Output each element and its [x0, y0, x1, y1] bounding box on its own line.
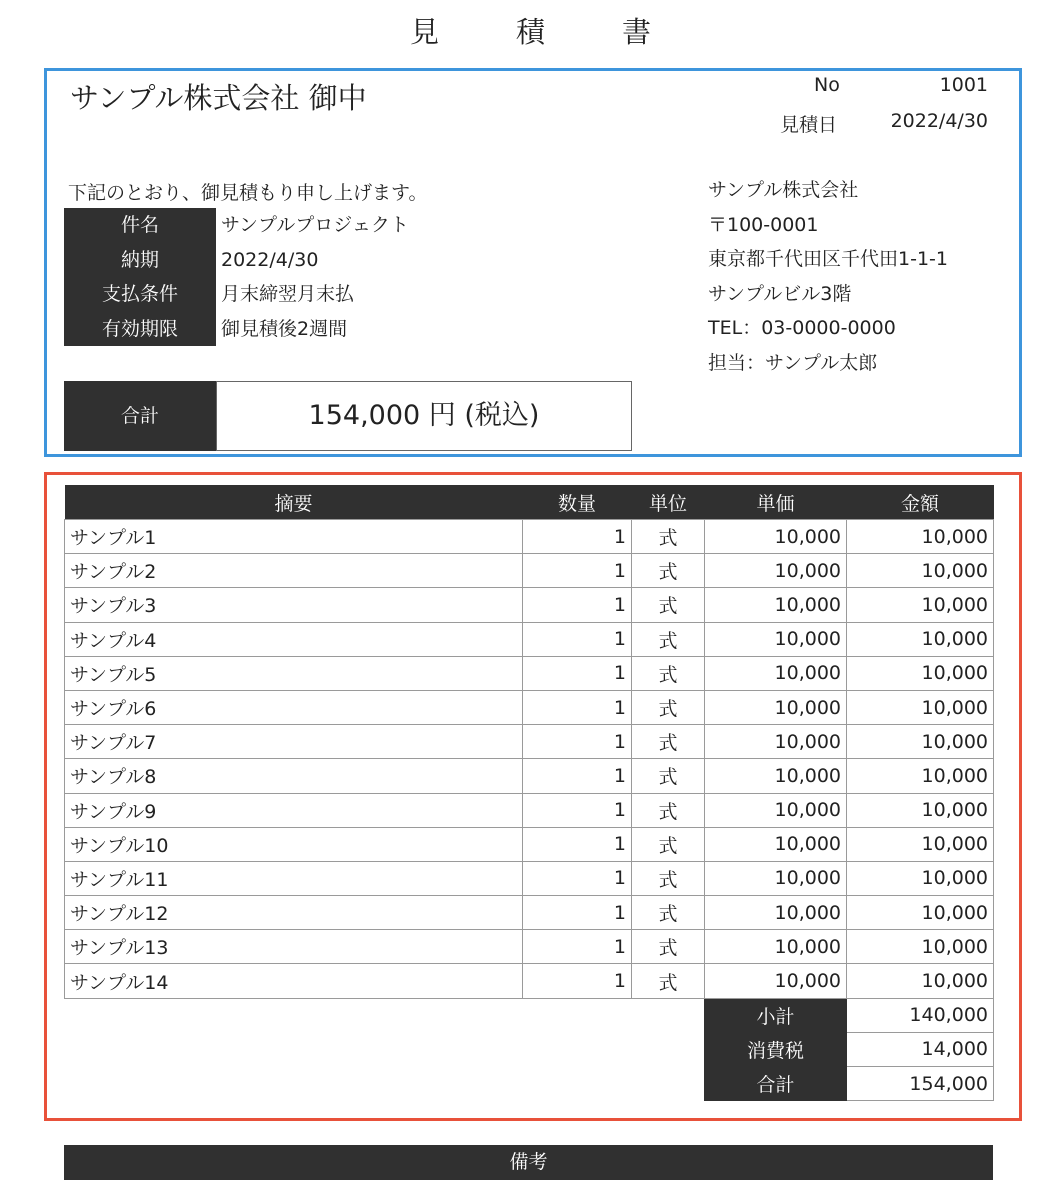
cell-description: サンプル12: [65, 896, 523, 930]
details-block: [64, 208, 409, 346]
detail-value-payment: 月末締翌月末払: [221, 283, 355, 305]
summary-value: 140,000: [847, 998, 994, 1032]
issuer-address: 東京都千代田区千代田1-1-1: [708, 248, 948, 270]
table-row: [65, 554, 994, 588]
cell-quantity: 1: [523, 520, 632, 554]
cell-unit-price: 10,000: [705, 861, 847, 895]
table-row: [65, 759, 994, 793]
detail-value-delivery: 2022/4/30: [221, 248, 319, 271]
cell-amount: 10,000: [847, 930, 994, 964]
cell-unit-price: 10,000: [705, 793, 847, 827]
issuer-company: サンプル株式会社: [708, 179, 859, 201]
table-row: [65, 793, 994, 827]
cell-description: サンプル9: [65, 793, 523, 827]
summary-value: 14,000: [847, 1032, 994, 1066]
cell-amount: 10,000: [847, 896, 994, 930]
summary-spacer: [65, 998, 705, 1032]
table-row: [65, 896, 994, 930]
cell-quantity: 1: [523, 690, 632, 724]
cell-quantity: 1: [523, 861, 632, 895]
cell-unit-price: 10,000: [705, 520, 847, 554]
cell-unit: 式: [632, 725, 705, 759]
cell-amount: 10,000: [847, 588, 994, 622]
table-row: [65, 622, 994, 656]
cell-unit: 式: [632, 964, 705, 998]
summary-spacer: [65, 1032, 705, 1066]
remarks-header: 備考: [64, 1145, 993, 1180]
cell-quantity: 1: [523, 896, 632, 930]
summary-label: 小計: [705, 998, 847, 1032]
cell-amount: 10,000: [847, 520, 994, 554]
cell-description: サンプル10: [65, 827, 523, 861]
cell-unit: 式: [632, 656, 705, 690]
cell-quantity: 1: [523, 656, 632, 690]
cell-unit-price: 10,000: [705, 725, 847, 759]
cell-unit: 式: [632, 690, 705, 724]
cell-unit: 式: [632, 827, 705, 861]
cell-quantity: 1: [523, 588, 632, 622]
header-quantity: 数量: [523, 485, 632, 520]
cell-description: サンプル14: [65, 964, 523, 998]
detail-label-delivery: 納期: [64, 243, 216, 278]
cell-unit: 式: [632, 759, 705, 793]
summary-label: 消費税: [705, 1032, 847, 1066]
cell-amount: 10,000: [847, 759, 994, 793]
cell-unit-price: 10,000: [705, 964, 847, 998]
summary-row: [65, 1032, 994, 1066]
cell-unit-price: 10,000: [705, 930, 847, 964]
cell-unit: 式: [632, 554, 705, 588]
header-unit-price: 単価: [705, 485, 847, 520]
cell-quantity: 1: [523, 793, 632, 827]
total-label: 合計: [64, 381, 216, 451]
table-row: [65, 827, 994, 861]
estimate-date-value: 2022/4/30: [890, 110, 988, 132]
table-row: [65, 656, 994, 690]
summary-label: 合計: [705, 1067, 847, 1101]
cell-description: サンプル5: [65, 656, 523, 690]
table-row: [65, 930, 994, 964]
summary-value: 154,000: [847, 1067, 994, 1101]
cell-description: サンプル1: [65, 520, 523, 554]
cell-amount: 10,000: [847, 622, 994, 656]
issuer-contact: 担当：サンプル太郎: [708, 352, 878, 374]
cell-quantity: 1: [523, 622, 632, 656]
header-description: 摘要: [65, 485, 523, 520]
table-header-row: [65, 485, 994, 520]
cell-quantity: 1: [523, 930, 632, 964]
cell-amount: 10,000: [847, 554, 994, 588]
detail-label-payment: 支払条件: [64, 277, 216, 312]
cell-description: サンプル4: [65, 622, 523, 656]
cell-unit: 式: [632, 930, 705, 964]
cell-unit: 式: [632, 622, 705, 656]
summary-row: [65, 998, 994, 1032]
summary-row: [65, 1067, 994, 1101]
cell-unit: 式: [632, 793, 705, 827]
estimate-no-value: 1001: [939, 74, 988, 96]
cell-description: サンプル7: [65, 725, 523, 759]
table-row: [65, 725, 994, 759]
cell-unit-price: 10,000: [705, 759, 847, 793]
cell-quantity: 1: [523, 827, 632, 861]
table-row: [65, 588, 994, 622]
cell-description: サンプル13: [65, 930, 523, 964]
cell-description: サンプル6: [65, 690, 523, 724]
table-row: [65, 964, 994, 998]
issuer-tel: TEL：03-0000-0000: [708, 317, 896, 339]
issuer-building: サンプルビル3階: [708, 283, 852, 305]
table-row: [65, 520, 994, 554]
cell-quantity: 1: [523, 964, 632, 998]
cell-unit-price: 10,000: [705, 656, 847, 690]
header-amount: 金額: [847, 485, 994, 520]
cell-unit-price: 10,000: [705, 588, 847, 622]
items-body: [65, 520, 994, 1101]
cell-unit-price: 10,000: [705, 896, 847, 930]
cell-amount: 10,000: [847, 793, 994, 827]
detail-label-subject: 件名: [64, 208, 216, 243]
total-amount: 154,000 円 (税込): [216, 381, 632, 451]
cell-unit-price: 10,000: [705, 554, 847, 588]
detail-label-validity: 有効期限: [64, 312, 216, 347]
cell-unit: 式: [632, 588, 705, 622]
cell-amount: 10,000: [847, 690, 994, 724]
cell-unit: 式: [632, 896, 705, 930]
cell-unit: 式: [632, 520, 705, 554]
estimate-date-label: 見積日: [780, 114, 838, 136]
issuer-postal: 〒100-0001: [708, 214, 819, 236]
detail-value-validity: 御見積後2週間: [221, 317, 348, 340]
cell-description: サンプル8: [65, 759, 523, 793]
table-row: [65, 690, 994, 724]
cell-amount: 10,000: [847, 861, 994, 895]
document-title: 見 積 書: [409, 15, 675, 49]
detail-value-subject: サンプルプロジェクト: [221, 214, 409, 236]
estimate-no-label: No: [814, 74, 840, 96]
cell-description: サンプル11: [65, 861, 523, 895]
table-row: [65, 861, 994, 895]
cell-amount: 10,000: [847, 964, 994, 998]
cell-amount: 10,000: [847, 827, 994, 861]
cell-amount: 10,000: [847, 725, 994, 759]
items-table: [64, 485, 994, 1101]
cell-amount: 10,000: [847, 656, 994, 690]
cell-unit-price: 10,000: [705, 690, 847, 724]
cell-unit-price: 10,000: [705, 827, 847, 861]
summary-spacer: [65, 1067, 705, 1101]
client-name: サンプル株式会社 御中: [70, 81, 367, 115]
cell-unit: 式: [632, 861, 705, 895]
cell-description: サンプル3: [65, 588, 523, 622]
cell-quantity: 1: [523, 554, 632, 588]
cell-unit-price: 10,000: [705, 622, 847, 656]
cell-quantity: 1: [523, 725, 632, 759]
greeting-text: 下記のとおり、御見積もり申し上げます。: [68, 182, 428, 204]
cell-description: サンプル2: [65, 554, 523, 588]
cell-quantity: 1: [523, 759, 632, 793]
header-unit: 単位: [632, 485, 705, 520]
